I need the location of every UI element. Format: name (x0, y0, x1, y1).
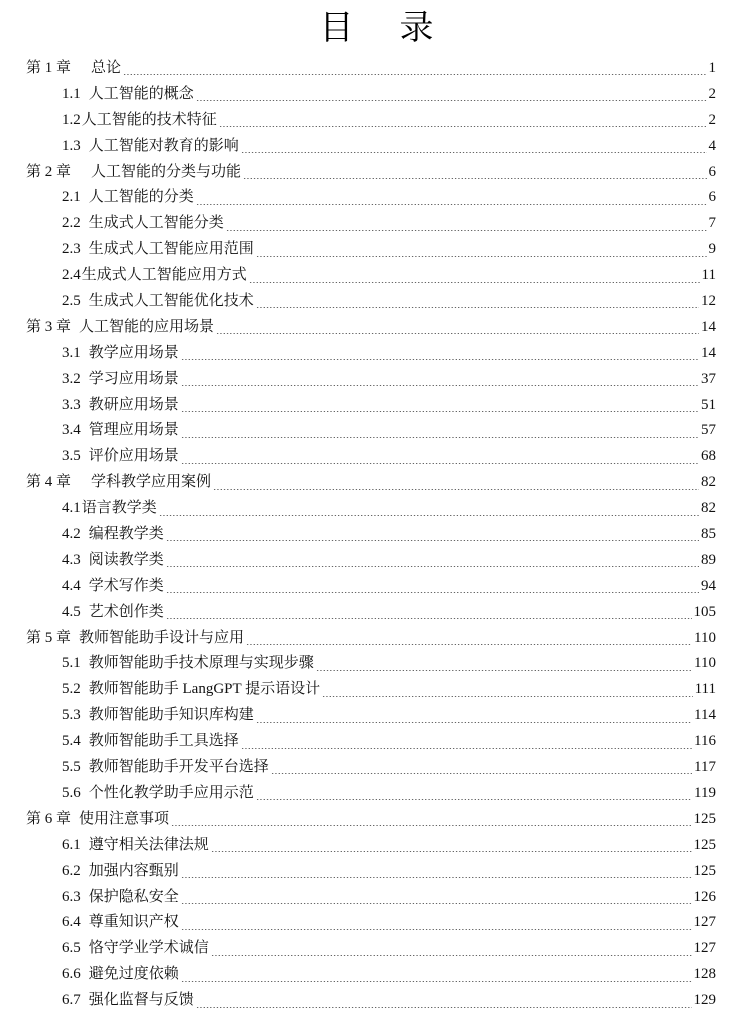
toc-entry-label (62, 393, 179, 419)
toc-entry-number: 4.1 (62, 500, 81, 517)
toc-entry-title: 避免过度依赖 (88, 966, 179, 983)
toc-entry-label (26, 470, 211, 496)
toc-entry-label (62, 289, 254, 315)
dot-leader (196, 204, 707, 205)
toc-page-number: 11 (701, 267, 716, 284)
toc-entry-label (62, 988, 194, 1014)
toc-entry-label (62, 108, 217, 134)
toc-chapter-entry[interactable] (0, 56, 753, 82)
toc-page-number: 6 (708, 163, 716, 180)
toc-section-entry[interactable] (0, 185, 753, 211)
dot-leader (256, 799, 692, 800)
toc-page-number: 89 (701, 551, 716, 568)
toc-page-number: 116 (694, 733, 716, 750)
toc-entry-number: 第 1 章 (26, 60, 72, 76)
toc-entry-title: 恪守学业学术诚信 (88, 940, 209, 957)
toc-entry-label (62, 341, 179, 367)
toc-page-number: 9 (708, 241, 716, 258)
dot-leader (246, 644, 692, 645)
toc-entry-label (62, 910, 179, 936)
page-title (0, 8, 753, 48)
toc-page-number: 4 (708, 137, 716, 154)
toc-entry-label (62, 703, 254, 729)
dot-leader (181, 903, 692, 904)
toc-entry-number: 6.6 (62, 966, 81, 983)
toc-entry-title: 生成式人工智能分类 (88, 215, 224, 232)
toc-section-entry[interactable] (0, 522, 753, 548)
toc-entry-number: 6.2 (62, 862, 81, 879)
dot-leader (166, 540, 699, 541)
toc-entry-number: 4.4 (62, 577, 81, 594)
dot-leader (226, 230, 707, 231)
dot-leader (171, 825, 691, 826)
toc-entry-number: 2.4 (62, 267, 81, 284)
toc-entry-label (26, 626, 244, 652)
toc-page-number: 82 (701, 500, 716, 517)
toc-entry-label (26, 160, 241, 186)
dot-leader (219, 126, 707, 127)
toc-entry-title: 遵守相关法律法规 (88, 836, 209, 853)
toc-page-number: 85 (701, 526, 716, 543)
toc-page-number: 14 (701, 344, 716, 361)
toc-entry-number: 2.5 (62, 293, 81, 310)
dot-leader (249, 282, 700, 283)
toc-page-number: 125 (693, 836, 716, 853)
toc-entry-title: 强化监督与反馈 (88, 992, 194, 1009)
toc-section-entry[interactable] (0, 263, 753, 289)
toc-entry-title: 教师智能助手工具选择 (88, 733, 239, 750)
dot-leader (196, 100, 707, 101)
toc-page-number: 57 (701, 422, 716, 439)
toc-entry-title: 语言教学类 (81, 500, 157, 517)
toc-section-entry[interactable] (0, 289, 753, 315)
toc-page-number: 127 (693, 940, 716, 957)
toc-chapter-entry[interactable] (0, 315, 753, 341)
table-of-contents (0, 56, 753, 1014)
dot-leader (271, 773, 692, 774)
dot-leader (181, 463, 699, 464)
toc-entry-label (62, 418, 179, 444)
toc-page-number: 6 (708, 189, 716, 206)
toc-entry-number: 3.4 (62, 422, 81, 439)
toc-entry-number: 5.1 (62, 655, 81, 672)
toc-entry-label (62, 833, 209, 859)
toc-page-number: 12 (701, 293, 716, 310)
toc-section-entry[interactable] (0, 703, 753, 729)
toc-section-entry[interactable] (0, 600, 753, 626)
toc-entry-number: 2.2 (62, 215, 81, 232)
toc-chapter-entry[interactable] (0, 470, 753, 496)
toc-entry-number: 3.2 (62, 370, 81, 387)
toc-page-number: 110 (694, 655, 716, 672)
dot-leader (322, 696, 692, 697)
toc-chapter-entry[interactable] (0, 807, 753, 833)
toc-entry-label (62, 651, 314, 677)
toc-chapter-entry[interactable] (0, 626, 753, 652)
toc-entry-number: 第 3 章 (26, 318, 72, 335)
toc-entry-number: 1.2 (62, 111, 81, 128)
toc-page-number: 82 (701, 474, 716, 491)
toc-entry-label (62, 237, 254, 263)
toc-section-entry[interactable] (0, 781, 753, 807)
toc-page-number: 68 (701, 448, 716, 465)
toc-section-entry[interactable] (0, 651, 753, 677)
toc-section-entry[interactable] (0, 367, 753, 393)
toc-entry-title: 教师智能助手技术原理与实现步骤 (88, 655, 314, 672)
toc-entry-number: 4.2 (62, 526, 81, 543)
toc-entry-title: 加强内容甄别 (88, 862, 179, 879)
toc-page-number: 125 (693, 862, 716, 879)
toc-entry-title: 教师智能助手知识库构建 (88, 707, 254, 724)
toc-section-entry[interactable] (0, 988, 753, 1014)
toc-section-entry[interactable] (0, 574, 753, 600)
toc-section-entry[interactable] (0, 211, 753, 237)
toc-entry-label (26, 56, 121, 82)
toc-entry-title: 教研应用场景 (88, 396, 179, 413)
toc-entry-label (26, 807, 169, 833)
toc-entry-title: 个性化教学助手应用示范 (88, 784, 254, 801)
toc-entry-title: 管理应用场景 (88, 422, 179, 439)
toc-section-entry[interactable] (0, 418, 753, 444)
toc-page-number: 1 (708, 60, 716, 76)
toc-entry-title: 学习应用场景 (88, 370, 179, 387)
toc-entry-number: 6.1 (62, 836, 81, 853)
toc-chapter-entry[interactable] (0, 160, 753, 186)
toc-entry-number: 5.4 (62, 733, 81, 750)
toc-page-number: 110 (694, 629, 716, 646)
toc-entry-number: 6.4 (62, 914, 81, 931)
toc-page-number: 37 (701, 370, 716, 387)
toc-section-entry[interactable] (0, 859, 753, 885)
toc-section-entry[interactable] (0, 833, 753, 859)
toc-entry-number: 6.5 (62, 940, 81, 957)
toc-page-number: 2 (708, 85, 716, 102)
toc-entry-label (62, 936, 209, 962)
toc-entry-title: 人工智能对教育的影响 (88, 137, 239, 154)
toc-entry-label (62, 600, 164, 626)
dot-leader (256, 256, 707, 257)
toc-entry-label (62, 729, 239, 755)
toc-entry-title: 使用注意事项 (79, 810, 170, 827)
dot-leader (181, 877, 692, 878)
toc-entry-title: 教师智能助手 LangGPT 提示语设计 (88, 681, 321, 698)
toc-entry-label (62, 185, 194, 211)
toc-page-number: 7 (708, 215, 716, 232)
toc-entry-title: 学术写作类 (88, 577, 164, 594)
toc-entry-label (62, 755, 269, 781)
dot-leader (166, 566, 699, 567)
toc-entry-label (62, 962, 179, 988)
toc-section-entry[interactable] (0, 548, 753, 574)
dot-leader (181, 981, 692, 982)
toc-entry-label (62, 263, 247, 289)
dot-leader (216, 333, 699, 334)
toc-page-number: 125 (693, 810, 716, 827)
toc-entry-label (62, 859, 179, 885)
toc-entry-number: 2.1 (62, 189, 81, 206)
dot-leader (181, 437, 699, 438)
dot-leader (181, 929, 692, 930)
dot-leader (256, 307, 699, 308)
toc-entry-number: 1.3 (62, 137, 81, 154)
toc-page-number: 128 (693, 966, 716, 983)
dot-leader (181, 411, 699, 412)
toc-page-number: 126 (693, 888, 716, 905)
toc-section-entry[interactable] (0, 341, 753, 367)
toc-entry-label (26, 315, 214, 341)
toc-page-number: 119 (694, 784, 716, 801)
dot-leader (159, 515, 699, 516)
toc-entry-title: 尊重知识产权 (88, 914, 179, 931)
toc-entry-title: 生成式人工智能应用方式 (81, 267, 247, 284)
toc-page-number: 117 (694, 759, 716, 776)
dot-leader (211, 851, 692, 852)
toc-entry-label (62, 211, 224, 237)
toc-entry-label (62, 548, 164, 574)
toc-entry-label (62, 496, 157, 522)
toc-entry-title: 生成式人工智能优化技术 (88, 293, 254, 310)
toc-entry-number: 5.3 (62, 707, 81, 724)
toc-entry-title: 阅读教学类 (88, 551, 164, 568)
dot-leader (256, 722, 692, 723)
toc-entry-title: 人工智能的应用场景 (79, 318, 215, 335)
toc-entry-label (62, 367, 179, 393)
toc-section-entry[interactable] (0, 444, 753, 470)
toc-section-entry[interactable] (0, 496, 753, 522)
dot-leader (181, 385, 699, 386)
toc-entry-title: 人工智能的分类 (88, 189, 194, 206)
toc-entry-title: 编程教学类 (88, 526, 164, 543)
toc-entry-label (62, 781, 254, 807)
toc-entry-number: 6.7 (62, 992, 81, 1009)
toc-entry-title: 总论 (91, 60, 122, 76)
dot-leader (316, 670, 692, 671)
toc-entry-number: 3.5 (62, 448, 81, 465)
toc-page-number: 129 (693, 992, 716, 1009)
toc-page-number: 105 (693, 603, 716, 620)
toc-entry-label (62, 444, 179, 470)
toc-entry-title: 评价应用场景 (88, 448, 179, 465)
dot-leader (211, 955, 692, 956)
toc-entry-number: 3.1 (62, 344, 81, 361)
toc-section-entry[interactable] (0, 677, 753, 703)
toc-entry-label (62, 677, 320, 703)
toc-entry-title: 生成式人工智能应用范围 (88, 241, 254, 258)
toc-entry-title: 人工智能的技术特征 (81, 111, 217, 128)
toc-page-number: 127 (693, 914, 716, 931)
toc-entry-number: 5.2 (62, 681, 81, 698)
toc-entry-title: 教师智能助手开发平台选择 (88, 759, 269, 776)
toc-entry-number: 6.3 (62, 888, 81, 905)
dot-leader (166, 592, 699, 593)
dot-leader (196, 1007, 692, 1008)
toc-entry-number: 第 4 章 (26, 474, 72, 491)
toc-page-number: 94 (701, 577, 716, 594)
toc-entry-number: 5.5 (62, 759, 81, 776)
toc-entry-title: 教学应用场景 (88, 344, 179, 361)
toc-entry-title: 保护隐私安全 (88, 888, 179, 905)
toc-entry-number: 5.6 (62, 784, 81, 801)
toc-page-number: 114 (694, 707, 716, 724)
toc-entry-number: 4.5 (62, 603, 81, 620)
toc-page-number: 111 (694, 681, 716, 698)
toc-section-entry[interactable] (0, 885, 753, 911)
toc-section-entry[interactable] (0, 962, 753, 988)
toc-entry-number: 3.3 (62, 396, 81, 413)
toc-entry-number: 第 5 章 (26, 629, 72, 646)
dot-leader (123, 74, 706, 75)
toc-section-entry[interactable] (0, 910, 753, 936)
toc-section-entry[interactable] (0, 82, 753, 108)
dot-leader (213, 489, 699, 490)
toc-section-entry[interactable] (0, 393, 753, 419)
toc-section-entry[interactable] (0, 108, 753, 134)
toc-section-entry[interactable] (0, 237, 753, 263)
toc-page-number: 14 (701, 318, 716, 335)
toc-entry-number: 4.3 (62, 551, 81, 568)
dot-leader (166, 618, 692, 619)
toc-entry-number: 1.1 (62, 85, 81, 102)
toc-entry-number: 第 6 章 (26, 810, 72, 827)
toc-section-entry[interactable] (0, 729, 753, 755)
toc-entry-title: 艺术创作类 (88, 603, 164, 620)
toc-entry-label (62, 574, 164, 600)
toc-page-number: 51 (701, 396, 716, 413)
toc-entry-title: 人工智能的概念 (88, 85, 194, 102)
toc-entry-title: 教师智能助手设计与应用 (79, 629, 245, 646)
toc-entry-label (62, 885, 179, 911)
toc-section-entry[interactable] (0, 755, 753, 781)
toc-entry-number: 2.3 (62, 241, 81, 258)
title-char-1: 目 (319, 8, 354, 48)
toc-section-entry[interactable] (0, 134, 753, 160)
toc-entry-number: 第 2 章 (26, 163, 72, 180)
dot-leader (181, 359, 699, 360)
toc-section-entry[interactable] (0, 936, 753, 962)
dot-leader (243, 178, 706, 179)
toc-entry-label (62, 522, 164, 548)
dot-leader (241, 152, 707, 153)
title-char-2: 录 (399, 8, 434, 48)
dot-leader (241, 748, 692, 749)
toc-entry-title: 人工智能的分类与功能 (91, 163, 242, 180)
toc-page-number: 2 (708, 111, 716, 128)
toc-entry-title: 学科教学应用案例 (91, 474, 212, 491)
toc-entry-label (62, 82, 194, 108)
toc-entry-label (62, 134, 239, 160)
